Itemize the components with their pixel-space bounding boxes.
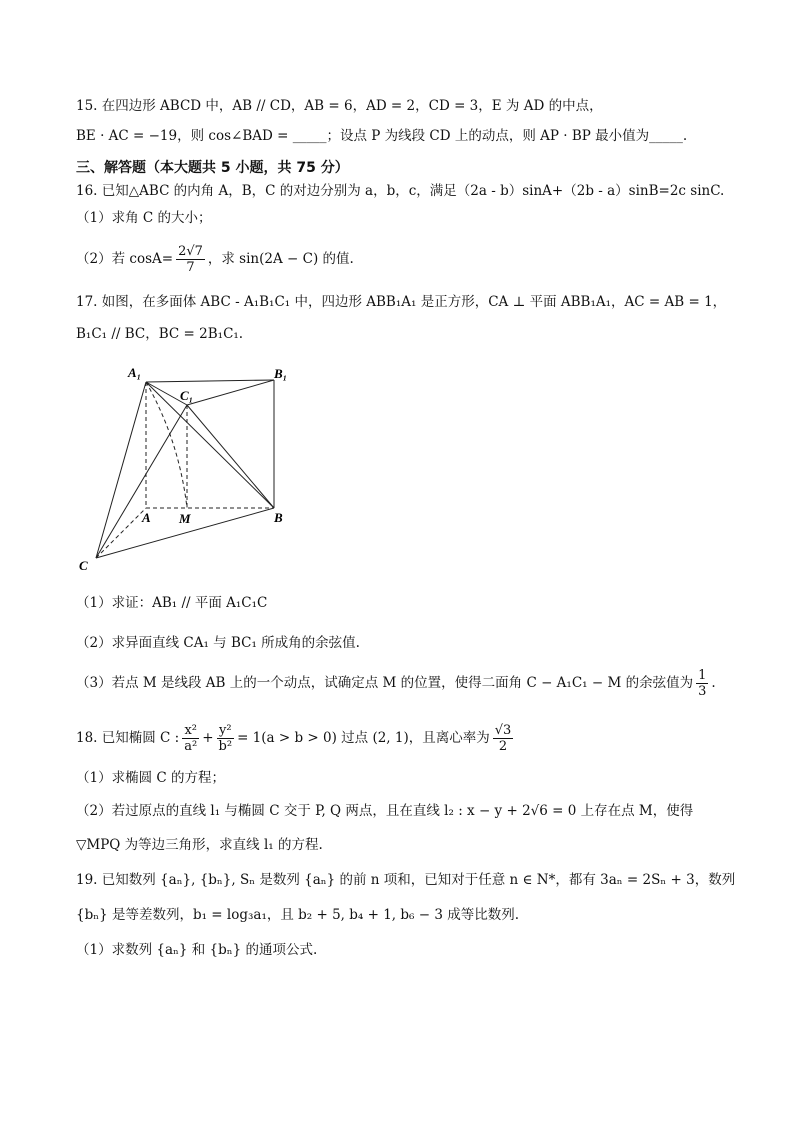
q16-fraction xyxy=(176,244,205,275)
q17-part1: （1）求证：AB₁ // 平面 A₁C₁C xyxy=(76,595,268,611)
label-a: A xyxy=(142,510,151,525)
q16-frac-den: 7 xyxy=(186,260,195,275)
label-m: M xyxy=(179,511,191,526)
q17-line2: B₁C₁ // BC，BC = 2B₁C₁. xyxy=(76,326,244,342)
q18-x-num: x² xyxy=(182,723,199,739)
q16-part2 xyxy=(76,244,354,275)
q16-frac-num: 2√7 xyxy=(178,244,203,259)
q16-part1: （1）求角 C 的大小； xyxy=(76,210,212,226)
edge-c1b1 xyxy=(187,380,274,405)
q17-frac-num: 1 xyxy=(698,668,707,683)
q18-part1: （1）求椭圆 C 的方程； xyxy=(76,770,226,786)
q18-x-den: a² xyxy=(184,739,198,754)
q17-part2: （2）求异面直线 CA₁ 与 BC₁ 所成角的余弦值. xyxy=(76,635,360,651)
q16-part2-pre: （2）若 cosA= xyxy=(76,251,174,267)
q18-e-fraction xyxy=(493,723,514,754)
edge-a1b1 xyxy=(146,380,274,382)
q18-x-fraction xyxy=(182,723,199,754)
q17-line1: 17. 如图，在多面体 ABC - A₁B₁C₁ 中，四边形 ABB₁A₁ 是正方形，CA ⊥ 平面 ABB₁A₁，AC = AB = 1， xyxy=(76,294,727,310)
q18-e-num: √3 xyxy=(494,723,512,738)
q17-part3-post: . xyxy=(711,675,716,691)
q18-part2-line2: ▽MPQ 为等边三角形，求直线 l₁ 的方程. xyxy=(76,837,323,853)
edge-a1b xyxy=(146,382,274,508)
q15-line1: 15. 在四边形 ABCD 中，AB // CD，AB = 6，AD = 2，CD = 3，E 为 AD 的中点， xyxy=(76,98,603,114)
label-b: B xyxy=(274,510,283,525)
polyhedron-diagram xyxy=(76,360,326,575)
edge-a1c xyxy=(96,382,146,558)
q19-line1: 19. 已知数列 {aₙ}, {bₙ}, Sₙ 是数列 {aₙ} 的前 n 项和，已知对于任意 n ∈ N*，都有 3aₙ = 2Sₙ + 3，数列 xyxy=(76,872,736,888)
q15-line2: BE · AC = −19，则 cos∠BAD = _____；设点 P 为线段 CD 上的动点，则 AP · BP 最小值为_____. xyxy=(76,128,688,144)
q18-y-fraction xyxy=(217,723,235,754)
q18-y-num: y² xyxy=(217,723,235,739)
q16-stem: 16. 已知△ABC 的内角 A，B，C 的对边分别为 a，b，c，满足（2a - b）sinA+（2b - a）sinB=2c sinC. xyxy=(76,183,725,199)
section-3-heading: 三、解答题（本大题共 5 小题，共 75 分） xyxy=(76,160,349,176)
q17-part3 xyxy=(76,668,716,699)
q17-part3-pre: （3）若点 M 是线段 AB 上的一个动点，试确定点 M 的位置，使得二面角 C − A₁C₁ − M 的余弦值为 xyxy=(76,675,694,691)
q17-fraction xyxy=(696,668,708,699)
label-c1: C₁ xyxy=(180,388,194,403)
q18-stem-mid: = 1(a > b > 0) 过点 (2, 1)，且离心率为 xyxy=(237,730,490,746)
polyhedron-figure xyxy=(76,360,326,575)
edge-cc1 xyxy=(96,405,187,558)
q19-part1: （1）求数列 {aₙ} 和 {bₙ} 的通项公式. xyxy=(76,942,318,958)
edge-c1b xyxy=(187,405,274,508)
q18-part2-line1: （2）若过原点的直线 l₁ 与椭圆 C 交于 P, Q 两点，且在直线 l₂ : x − y + 2√6 = 0 上存在点 M，使得 xyxy=(76,803,694,819)
q18-y-den: b² xyxy=(218,739,233,754)
q18-e-den: 2 xyxy=(498,739,508,754)
label-c: C xyxy=(79,558,88,573)
q16-part2-post: ，求 sin(2A − C) 的值. xyxy=(207,251,354,267)
q17-frac-den: 3 xyxy=(698,684,707,699)
q19-line2: {bₙ} 是等差数列，b₁ = log₃a₁，且 b₂ + 5, b₄ + 1, b₆ − 3 成等比数列. xyxy=(76,907,520,923)
label-a1: A₁ xyxy=(128,365,142,380)
q18-plus: + xyxy=(202,730,214,746)
label-b1: B₁ xyxy=(274,366,288,381)
q18-stem xyxy=(76,723,516,754)
q18-stem-pre: 18. 已知椭圆 C : xyxy=(76,730,180,746)
